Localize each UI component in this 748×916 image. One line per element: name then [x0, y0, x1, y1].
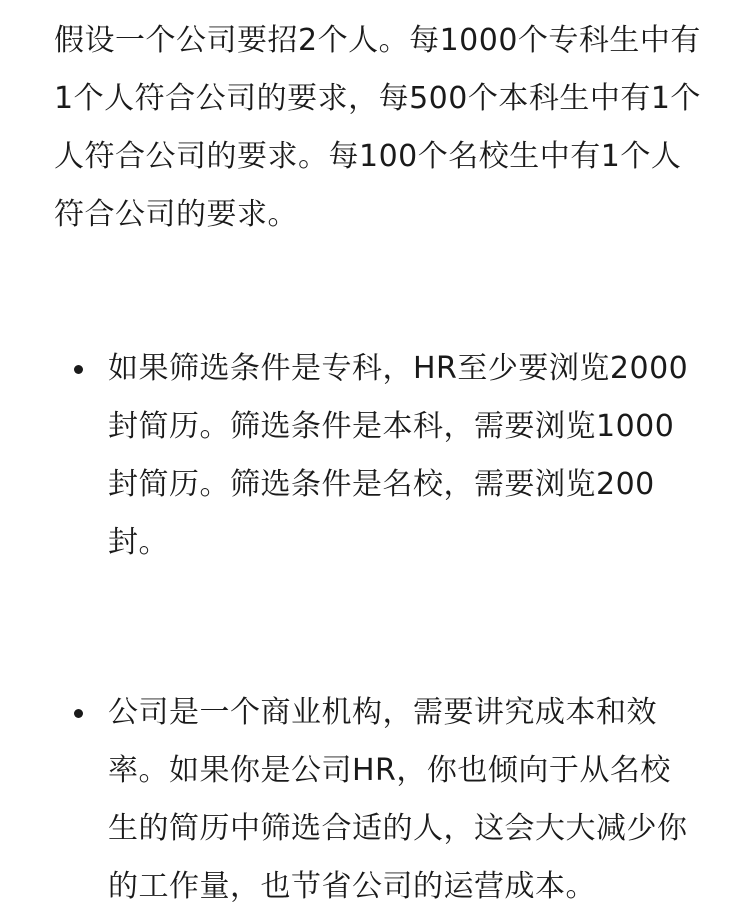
intro-line: 人符合公司的要求。每100个名校生中有1个人: [54, 139, 682, 174]
bullet-line: 公司是一个商业机构，需要讲究成本和效: [108, 695, 657, 730]
intro-line: 符合公司的要求。: [54, 197, 298, 232]
bullet-dot-icon: [74, 365, 83, 374]
intro-line: 假设一个公司要招2个人。每1000个专科生中有: [54, 23, 701, 58]
bullet-dot-icon: [74, 709, 83, 718]
bullet-line: 封。: [108, 525, 169, 560]
intro-line: 1个人符合公司的要求，每500个本科生中有1个: [54, 81, 701, 116]
bullet-line: 率。如果你是公司HR，你也倾向于从名校: [108, 753, 671, 788]
bullet-line: 封简历。筛选条件是本科，需要浏览1000: [108, 409, 675, 444]
bullet-line: 生的简历中筛选合适的人，这会大大减少你: [108, 811, 688, 846]
intro-paragraph: [54, 12, 708, 244]
bullet-line: 封简历。筛选条件是名校，需要浏览200: [108, 467, 655, 502]
bullet-line: 的工作量，也节省公司的运营成本。: [108, 869, 596, 904]
bullet-item-cost: [54, 684, 708, 916]
bullet-item-screening: [54, 340, 708, 572]
bullet-list: [54, 340, 708, 916]
bullet-line: 如果筛选条件是专科，HR至少要浏览2000: [108, 351, 689, 386]
